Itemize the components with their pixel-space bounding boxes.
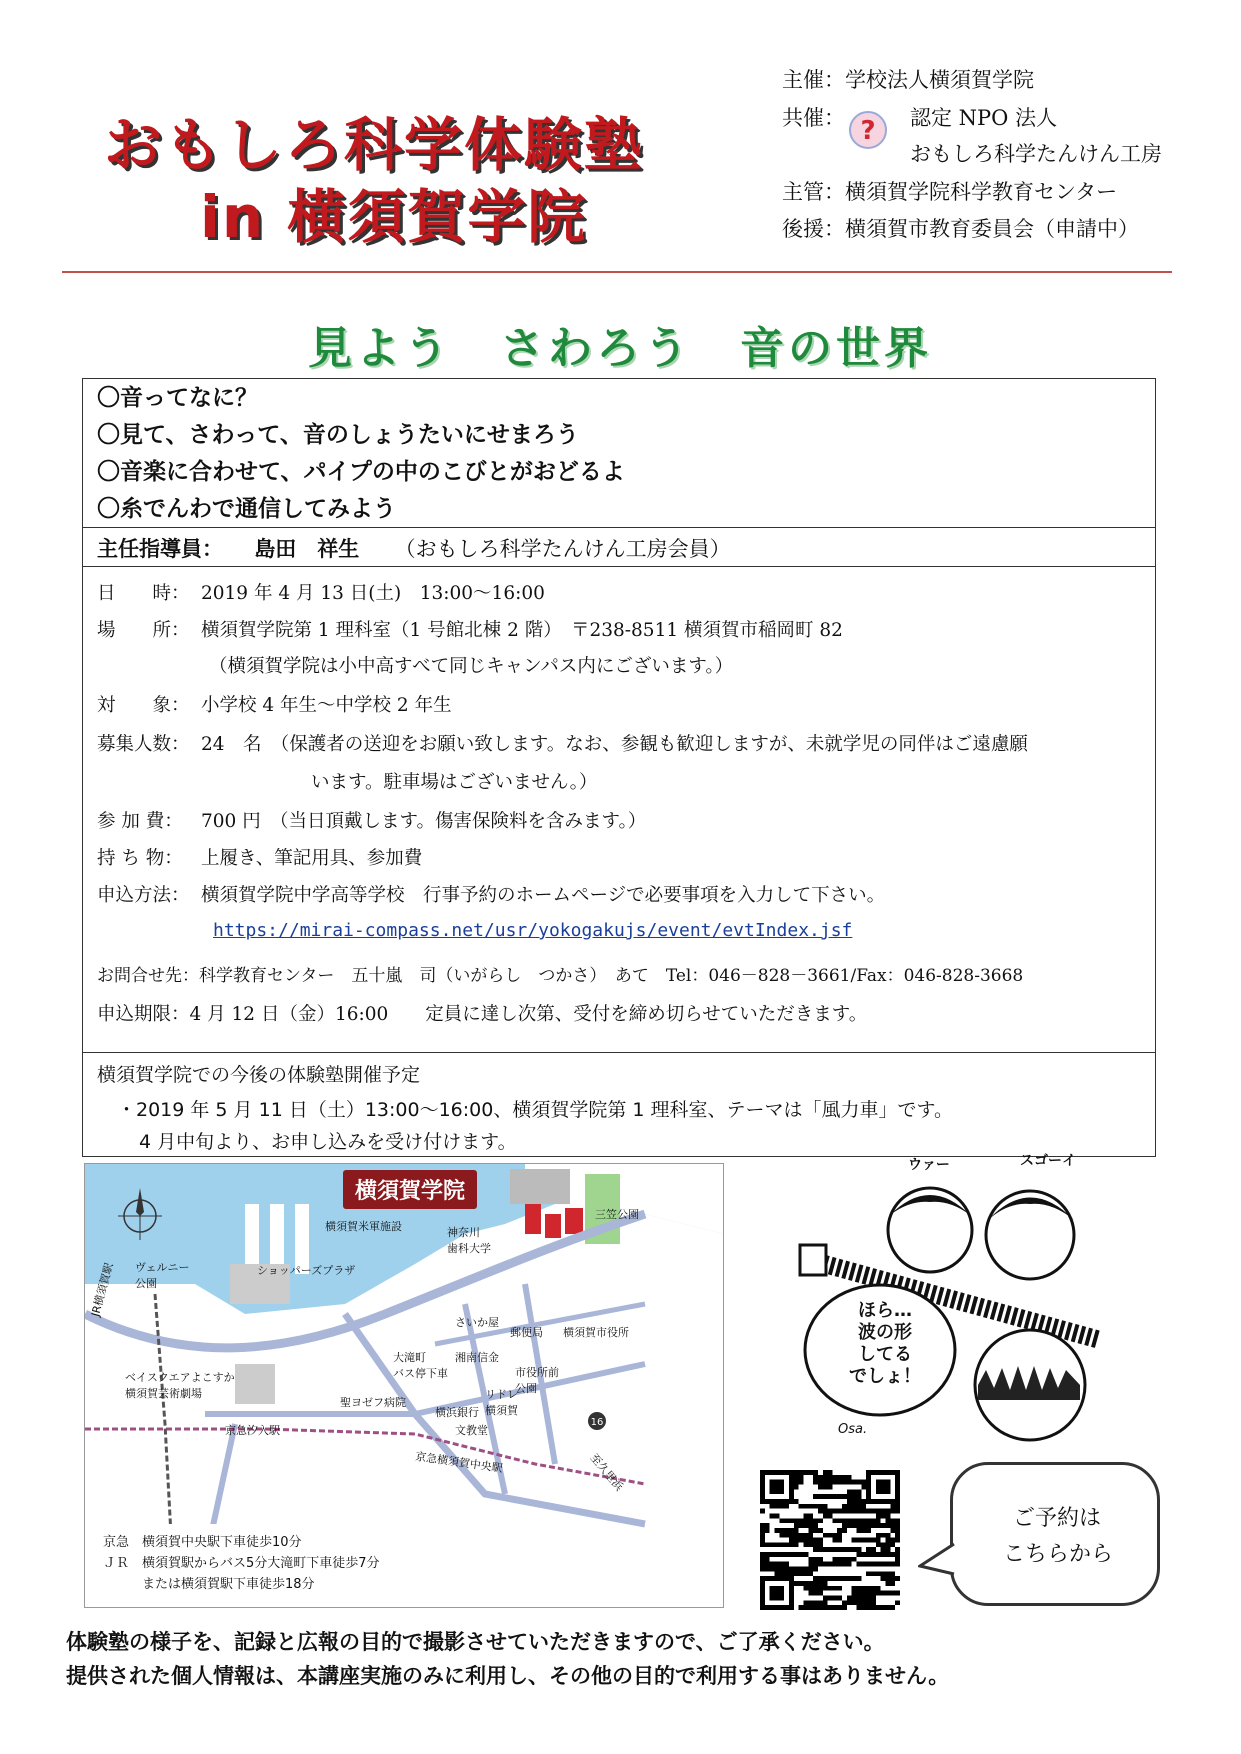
map-label-verny: ヴェルニー 公園 — [135, 1261, 190, 1290]
notice-privacy: 提供された個人情報は、本講座実施のみに利用し、その他の目的で利用する事はありません。 — [66, 1664, 950, 1688]
map-label-kurihama: 至久里浜 — [587, 1451, 626, 1494]
topic-item: 〇見て、さわって、音のしょうたいにせまろう — [97, 422, 579, 448]
cartoon-shout-1: ウァー — [908, 1157, 950, 1173]
instructor-box — [82, 527, 1156, 567]
topics-box — [82, 378, 1156, 528]
topic-item: 〇音ってなに？ — [97, 385, 258, 411]
apply-url-link[interactable]: https://mirai-compass.net/usr/yokogakujs/event/evtIndex.jsf — [213, 920, 853, 941]
map-label-shioiri: 京急汐入駅 — [225, 1424, 280, 1437]
date-label: 日 時： — [97, 583, 190, 604]
topic-item: 〇糸でんわで通信してみよう — [97, 496, 396, 522]
organizer-cohost-label: 共催： — [782, 106, 845, 130]
title-line-2: in 横須賀学院 — [200, 183, 588, 251]
reservation-line-1: ご予約は — [1013, 1506, 1102, 1531]
map-label-base-square: ベイスクエアよこすか 横須賀芸術劇場 — [125, 1371, 235, 1400]
instructor-name: 島田 祥生 — [254, 537, 360, 561]
reservation-line-2: こちらから — [1003, 1542, 1114, 1567]
target-value: 小学校 4 年生～中学校 2 年生 — [201, 695, 452, 716]
question-logo-icon — [848, 110, 888, 150]
organizer-support: 後援：横須賀市教育委員会（申請中） — [782, 217, 1139, 241]
map-label-mikasa: 三笠公園 — [595, 1208, 639, 1221]
future-item: ・2019 年 5 月 11 日（土）13:00～16:00、横須賀学院第 1 理科室、テーマは「風力車」です。 — [117, 1099, 953, 1121]
cartoon-signature: Osa. — [838, 1422, 868, 1437]
map-label-shoppers: ショッパーズプラザ — [257, 1264, 356, 1277]
notice-photo: 体験塾の様子を、記録と広報の目的で撮影させていただきますので、ご了承ください。 — [66, 1630, 885, 1654]
map-label-bus-stop: 大滝町 バス停下車 — [393, 1351, 448, 1380]
map-label-city-hall-front: 市役所前 公園 — [515, 1366, 559, 1395]
capacity-note: います。駐車場はございません。） — [311, 772, 598, 793]
access-line: ＪＲ 横須賀駅からバス5分大滝町下車徒歩7分 — [103, 1556, 380, 1571]
divider-line — [62, 271, 1172, 273]
svg-text:?: ? — [860, 116, 876, 146]
capacity-value: 24 名 （保護者の送迎をお願い致します。なお、参観も歓迎しますが、未就学児の同伴はご遠慮願 — [201, 734, 1028, 755]
event-subtitle: 見よう さわろう 音の世界 — [308, 323, 932, 374]
map-label-post: 郵便局 — [510, 1326, 543, 1339]
access-line: 京急 横須賀中央駅下車徒歩10分 — [103, 1535, 302, 1550]
contact-info: お問合せ先：科学教育センター 五十嵐 司（いがらし つかさ） あて Tel：046－828－3661/Fax：046-828-3668 — [97, 966, 1024, 986]
deadline-info: 申込期限：4 月 12 日（金）16:00 定員に達し次第、受付を締め切らせていただきます。 — [97, 1004, 868, 1025]
map-access-info — [85, 1524, 405, 1608]
map-label-bunkado: 文教堂 — [455, 1424, 488, 1437]
map-label-shonan: 湘南信金 — [455, 1351, 499, 1364]
school-map-label: 横須賀学院 — [343, 1170, 477, 1209]
topic-item: 〇音楽に合わせて、パイプの中のこびとがおどるよ — [97, 459, 625, 485]
target-label: 対 象： — [97, 695, 190, 716]
access-line: または横須賀駅下車徒歩18分 — [103, 1577, 315, 1592]
items-label: 持 ち 物： — [97, 848, 183, 869]
apply-value: 横須賀学院中学高等学校 行事予約のホームページで必要事項を入力して下さい。 — [201, 885, 886, 906]
route-number: 16 — [590, 1417, 604, 1428]
future-note: 4 月中旬より、お申し込みを受け付けます。 — [139, 1131, 517, 1153]
map-label-jr-station: JR横須賀駅 — [88, 1261, 116, 1318]
qr-code-image[interactable] — [760, 1470, 900, 1610]
details-box — [82, 566, 1156, 1053]
date-value: 2019 年 4 月 13 日(土) 13:00～16:00 — [201, 583, 545, 604]
organizer-manage: 主管：横須賀学院科学教育センター — [782, 180, 1118, 204]
fee-value: 700 円 （当日頂戴します。傷害保険料を含みます。） — [201, 811, 647, 832]
organizer-cohost-line1: 認定 NPO 法人 — [910, 106, 1058, 130]
title-line-1: おもしろ科学体験塾 — [104, 111, 645, 179]
instructor-affiliation: （おもしろ科学たんけん工房会員） — [394, 537, 731, 561]
map-label-yokohama-bank: 横浜銀行 — [435, 1406, 479, 1419]
map-label-city-hall: 横須賀市役所 — [563, 1326, 629, 1339]
place-label: 場 所： — [97, 620, 190, 641]
bubble-tail — [918, 1540, 958, 1580]
future-heading: 横須賀学院での今後の体験塾開催予定 — [97, 1064, 421, 1086]
map-label-navy: 横須賀米軍施設 — [325, 1220, 402, 1233]
organizer-cohost-line2: おもしろ科学たんけん工房 — [910, 142, 1162, 166]
map-label-dental: 神奈川 歯科大学 — [447, 1226, 491, 1255]
future-schedule-box — [82, 1052, 1156, 1157]
apply-label: 申込方法： — [97, 885, 190, 906]
items-value: 上履き、筆記用具、参加費 — [201, 848, 423, 869]
place-note: （横須賀学院は小中高すべて同じキャンパス内にございます。） — [209, 656, 734, 677]
access-map — [84, 1163, 724, 1608]
cartoon-shout-2: スゴーイ — [1020, 1153, 1076, 1169]
map-label-hospital: 聖ヨゼフ病院 — [340, 1396, 406, 1409]
map-label-chuo: 京急横須賀中央駅 — [414, 1449, 504, 1476]
cartoon-illustration — [790, 1153, 1120, 1450]
cartoon-speech: ほら… 波の形 してる でしょ！ — [849, 1300, 921, 1387]
reservation-bubble — [950, 1462, 1160, 1606]
instructor-label: 主任指導員： — [97, 537, 223, 561]
fee-label: 参 加 費： — [97, 811, 183, 832]
place-value: 横須賀学院第 1 理科室（1 号館北棟 2 階） 〒238-8511 横須賀市稲岡町 82 — [201, 620, 843, 641]
map-label-saikaya: さいか屋 — [455, 1316, 499, 1329]
organizer-host: 主催：学校法人横須賀学院 — [782, 68, 1034, 92]
map-label-ritore: リドレ 横須賀 — [485, 1388, 518, 1417]
capacity-label: 募集人数： — [97, 734, 190, 755]
